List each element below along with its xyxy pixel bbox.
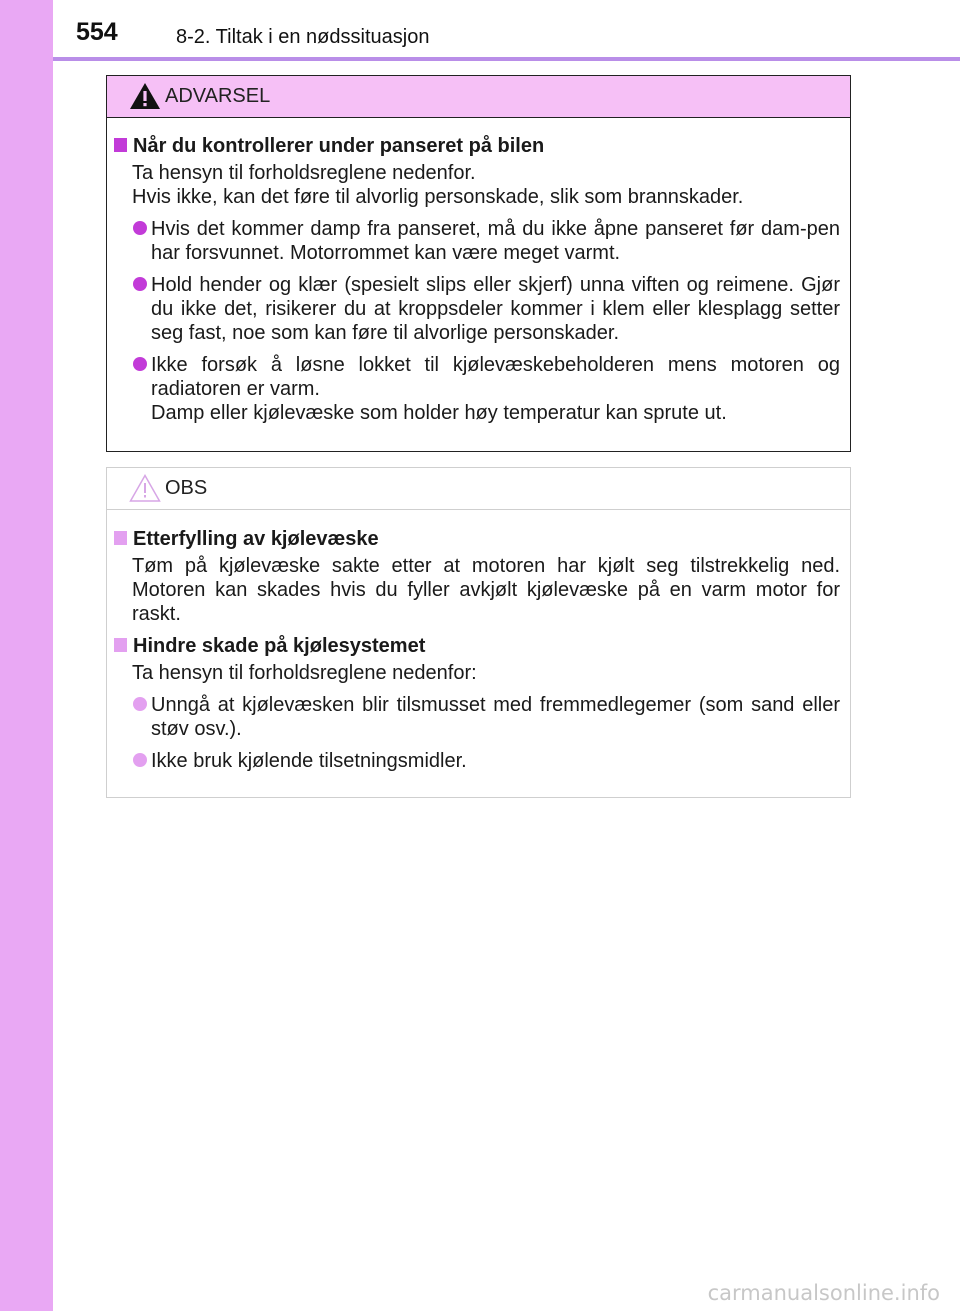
watermark: carmanualsonline.info	[707, 1281, 940, 1305]
square-bullet-icon	[114, 638, 127, 652]
circle-bullet-icon	[133, 697, 147, 711]
notice-box	[106, 467, 851, 798]
warning-label: ADVARSEL	[165, 85, 271, 107]
notice-heading: Etterfylling av kjølevæske	[114, 527, 840, 551]
notice-heading: Hindre skade på kjølesystemet	[114, 634, 840, 658]
page-number: 554	[76, 18, 118, 46]
warning-triangle-icon	[129, 82, 161, 110]
circle-bullet-icon	[133, 753, 147, 767]
notice-label: OBS	[165, 477, 208, 499]
header-rule	[53, 57, 960, 61]
square-bullet-icon	[114, 531, 127, 545]
side-color-band	[0, 0, 53, 1311]
warning-intro-line: Ta hensyn til forholdsreglene nedenfor.	[132, 162, 476, 184]
warning-box	[106, 75, 851, 452]
notice-bullet: Unngå at kjølevæsken blir tilsmusset med fremmedlegemer (som sand eller støv osv.).	[114, 693, 840, 741]
section-title: 8-2. Tiltak i en nødssituasjon	[176, 26, 430, 48]
notice-bullet: Ikke bruk kjølende tilsetningsmidler.	[114, 749, 840, 773]
notice-text: Tøm på kjølevæske sakte etter at motoren har kjølt seg tilstrekkelig ned. Motoren kan skades hvis du fyller avkjølt kjølevæske på en varm motor for raskt.	[132, 555, 840, 625]
warning-bullet: Ikke forsøk å løsne lokket til kjølevæskebeholderen mens motoren og radiatoren er varm. Damp eller kjølevæske som holder høy temperatur kan sprute ut.	[114, 353, 840, 425]
circle-bullet-icon	[133, 221, 147, 235]
warning-box-header	[107, 76, 850, 118]
warning-heading: Når du kontrollerer under panseret på bilen	[114, 134, 840, 158]
notice-box-header	[107, 468, 850, 510]
warning-bullet: Hold hender og klær (spesielt slips eller skjerf) unna viften og reimene. Gjør du ikke det, risikerer du at kroppsdeler kommer i klem eller klesplagg setter seg fast, noe som kan føre til alvorlige personskader.	[114, 273, 840, 345]
warning-box-body	[107, 118, 850, 425]
square-bullet-icon	[114, 138, 127, 152]
notice-box-body	[107, 510, 850, 773]
warning-bullet: Hvis det kommer damp fra panseret, må du ikke åpne panseret før dam-pen har forsvunnet. Motorrommet kan være meget varmt.	[114, 217, 840, 265]
circle-bullet-icon	[133, 357, 147, 371]
notice-text: Ta hensyn til forholdsreglene nedenfor:	[132, 662, 477, 684]
circle-bullet-icon	[133, 277, 147, 291]
warning-intro-line: Hvis ikke, kan det føre til alvorlig personskade, slik som brannskader.	[132, 186, 744, 208]
caution-triangle-icon	[129, 474, 161, 502]
